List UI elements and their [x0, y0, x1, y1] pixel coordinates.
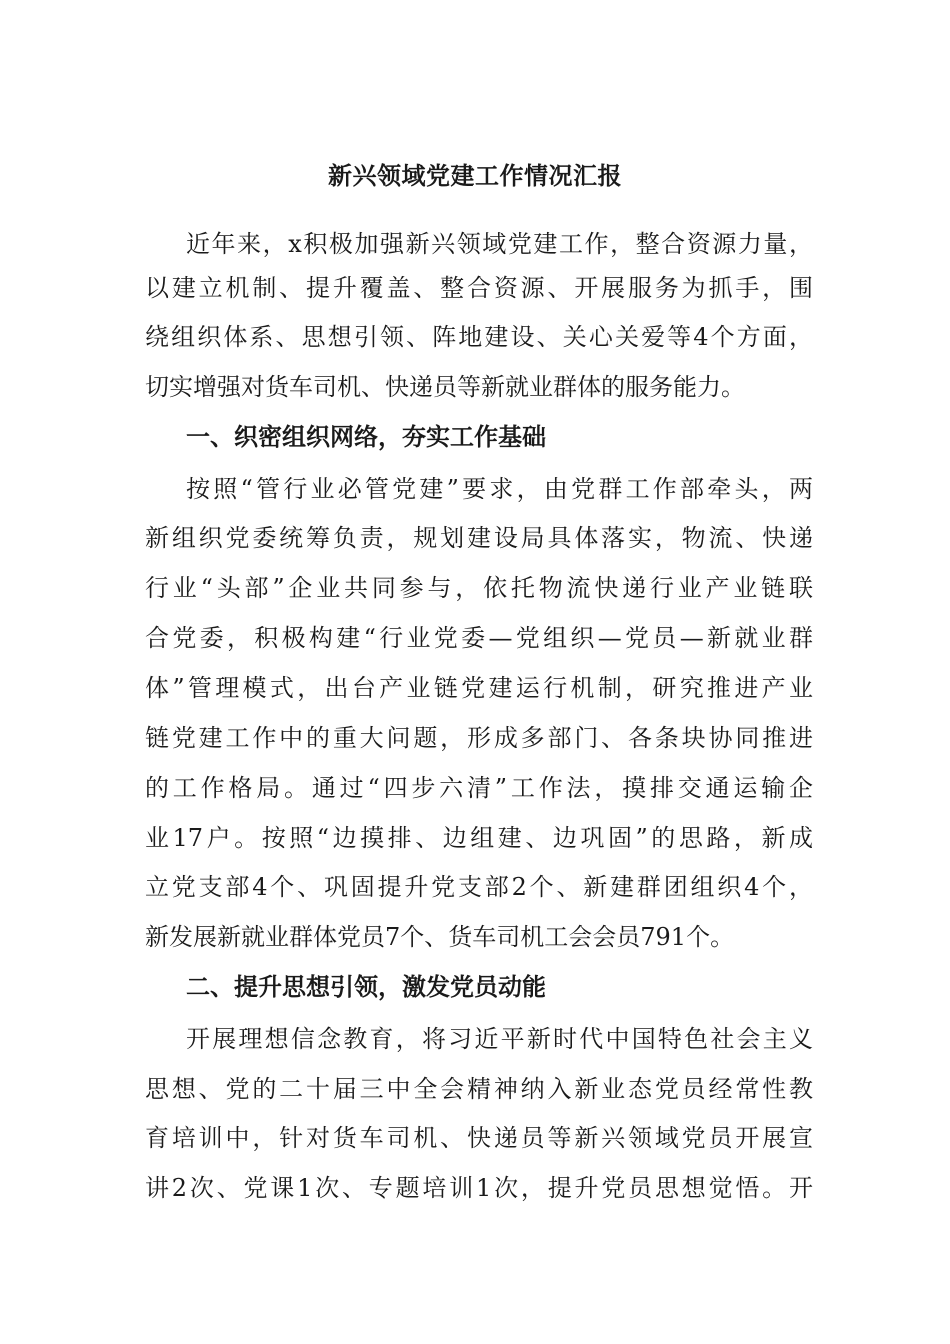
section-1-line-6: 链党建工作中的重大问题，形成多部门、各条块协同推进	[145, 724, 813, 752]
section-1-line-9: 立党支部4个、巩固提升党支部2个、新建群团组织4个，	[145, 873, 813, 901]
section-1-line-4: 合党委，积极构建“行业党委—党组织—党员—新就业群	[145, 624, 813, 652]
section-2-line-2: 思想、党的二十届三中全会精神纳入新业态党员经常性教	[145, 1075, 813, 1103]
intro-line-4: 切实增强对货车司机、快递员等新就业群体的服务能力。	[145, 373, 745, 401]
section-2-heading: 二、提升思想引领，激发党员动能	[186, 972, 546, 1001]
section-1-heading: 一、织密组织网络，夯实工作基础	[186, 422, 546, 451]
intro-line-3: 绕组织体系、思想引领、阵地建设、关心关爱等4个方面，	[145, 323, 813, 351]
section-1-line-2: 新组织党委统筹负责，规划建设局具体落实，物流、快递	[145, 524, 813, 552]
section-1-line-7: 的工作格局。通过“四步六清”工作法，摸排交通运输企	[145, 774, 813, 802]
document-title: 新兴领域党建工作情况汇报	[328, 161, 622, 190]
section-1-line-8: 业17户。按照“边摸排、边组建、边巩固”的思路，新成	[145, 824, 813, 852]
section-2-line-4: 讲2次、党课1次、专题培训1次，提升党员思想觉悟。开	[145, 1174, 813, 1202]
intro-line-2: 以建立机制、提升覆盖、整合资源、开展服务为抓手，围	[145, 274, 813, 302]
section-1-line-10: 新发展新就业群体党员7个、货车司机工会会员791个。	[145, 923, 735, 951]
section-1-line-1: 按照“管行业必管党建”要求，由党群工作部牵头，两	[186, 475, 813, 503]
intro-line-1: 近年来，x积极加强新兴领域党建工作，整合资源力量，	[186, 230, 813, 258]
section-2-line-1: 开展理想信念教育，将习近平新时代中国特色社会主义	[186, 1025, 813, 1053]
section-1-line-5: 体”管理模式，出台产业链党建运行机制，研究推进产业	[145, 674, 813, 702]
section-1-line-3: 行业“头部”企业共同参与，依托物流快递行业产业链联	[145, 574, 813, 602]
section-2-line-3: 育培训中，针对货车司机、快递员等新兴领域党员开展宣	[145, 1124, 813, 1152]
